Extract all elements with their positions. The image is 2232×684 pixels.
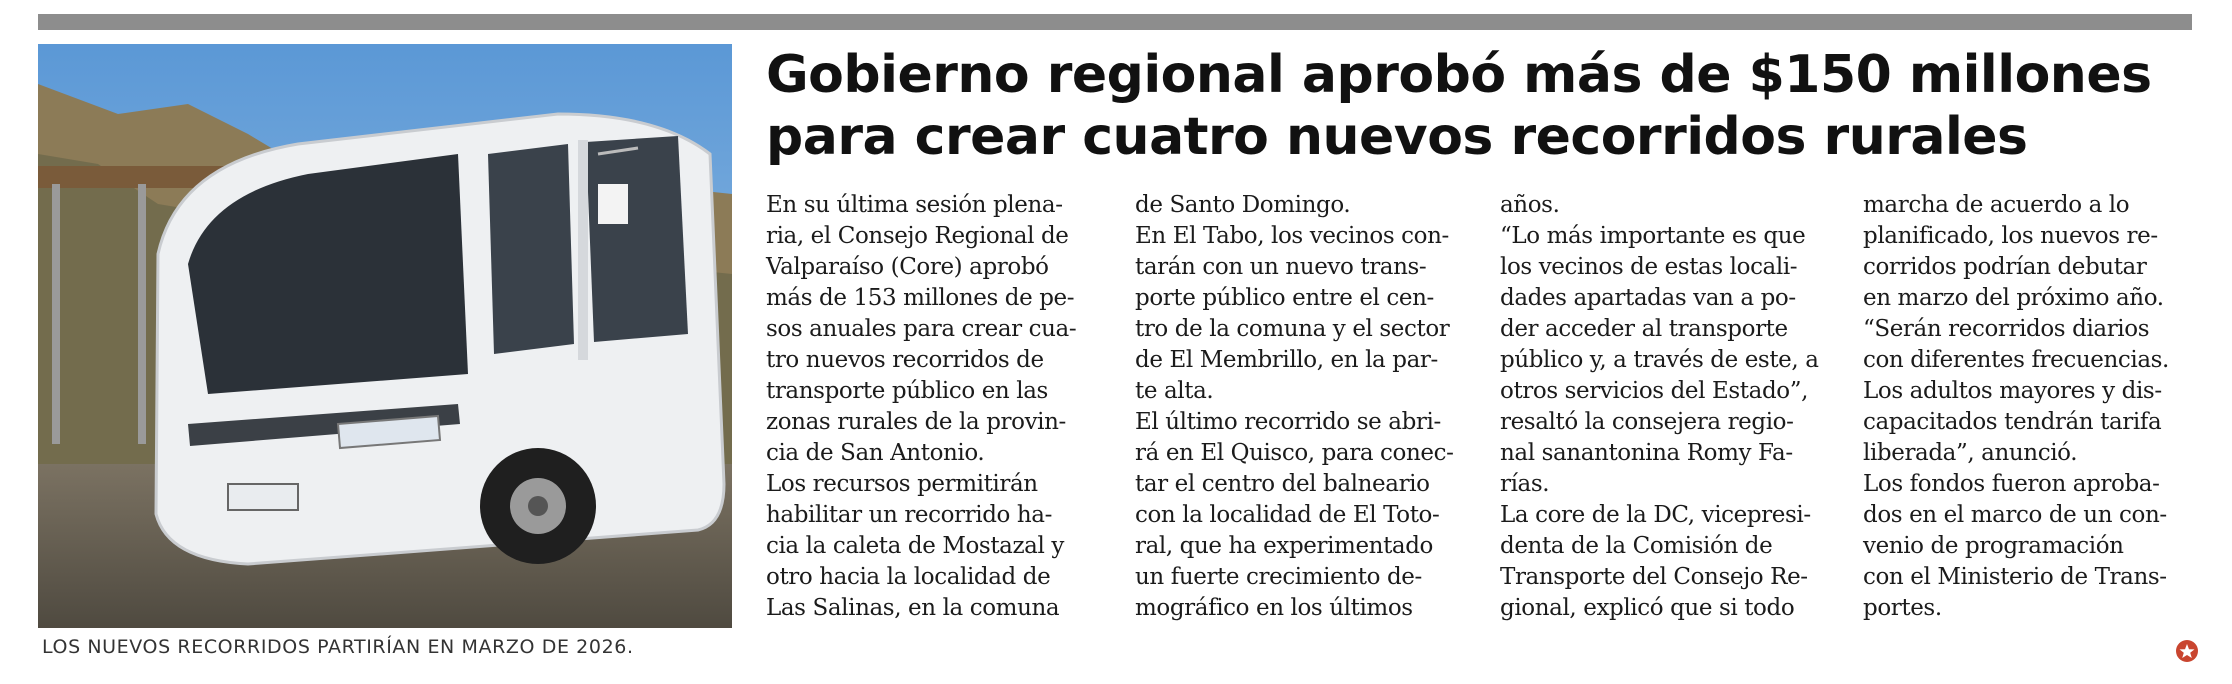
text-line: los vecinos de estas locali-: [1500, 254, 1798, 280]
text-line: transporte público en las: [766, 378, 1048, 404]
text-line: con la localidad de El Toto-: [1135, 502, 1440, 528]
headline-line: para crear cuatro nuevos recorridos rurales: [766, 107, 2028, 167]
text-line: te alta.: [1135, 378, 1214, 404]
text-line: der acceder al transporte: [1500, 316, 1788, 342]
text-line: dos en el marco de un con-: [1863, 502, 2167, 528]
text-line: cia de San Antonio.: [766, 440, 985, 466]
text-line: tro nuevos recorridos de: [766, 347, 1044, 373]
text-line: cia la caleta de Mostazal y: [766, 533, 1064, 559]
bus-illustration: [38, 44, 732, 628]
text-line: marcha de acuerdo a lo: [1863, 192, 2130, 218]
text-line: más de 153 millones de pe-: [766, 285, 1075, 311]
text-line: tar el centro del balneario: [1135, 471, 1430, 497]
text-line: resaltó la consejera regio-: [1500, 409, 1794, 435]
text-line: tarán con un nuevo trans-: [1135, 254, 1427, 280]
text-line: en marzo del próximo año.: [1863, 285, 2164, 311]
text-line: sos anuales para crear cua-: [766, 316, 1077, 342]
text-line: mográfico en los últimos: [1135, 595, 1413, 621]
text-line: ria, el Consejo Regional de: [766, 223, 1069, 249]
headline-line: Gobierno regional aprobó más de $150 millones: [766, 45, 2152, 105]
text-line: de Santo Domingo.: [1135, 192, 1351, 218]
headline: [766, 44, 2196, 168]
text-line: rá en El Quisco, para conec-: [1135, 440, 1454, 466]
text-line: En su última sesión plena-: [766, 192, 1063, 218]
text-line: Transporte del Consejo Re-: [1500, 564, 1808, 590]
text-line: años.: [1500, 192, 1560, 218]
photo-caption: LOS NUEVOS RECORRIDOS PARTIRÍAN EN MARZO DE 2026.: [42, 636, 634, 658]
text-line: dades apartadas van a po-: [1500, 285, 1796, 311]
text-line: tro de la comuna y el sector: [1135, 316, 1450, 342]
top-rule: [38, 14, 2192, 30]
text-line: Los recursos permitirán: [766, 471, 1038, 497]
article-column-4: [1863, 190, 2199, 624]
text-line: “Lo más importante es que: [1500, 223, 1806, 249]
text-line: Los fondos fueron aproba-: [1863, 471, 2160, 497]
text-line: zonas rurales de la provin-: [766, 409, 1066, 435]
text-line: otros servicios del Estado”,: [1500, 378, 1808, 404]
text-line: “Serán recorridos diarios: [1863, 316, 2150, 342]
text-line: Las Salinas, en la comuna: [766, 595, 1060, 621]
text-line: gional, explicó que si todo: [1500, 595, 1795, 621]
text-line: denta de la Comisión de: [1500, 533, 1773, 559]
bus-photo: [38, 44, 732, 628]
text-line: rías.: [1500, 471, 1550, 497]
article-column-2: [1135, 190, 1471, 624]
text-line: ral, que ha experimentado: [1135, 533, 1434, 559]
text-line: nal sanantonina Romy Fa-: [1500, 440, 1793, 466]
text-line: porte público entre el cen-: [1135, 285, 1434, 311]
text-line: capacitados tendrán tarifa: [1863, 409, 2162, 435]
star-icon: [2176, 640, 2198, 662]
text-line: con el Ministerio de Trans-: [1863, 564, 2167, 590]
text-line: público y, a través de este, a: [1500, 347, 1819, 373]
text-line: de El Membrillo, en la par-: [1135, 347, 1438, 373]
text-line: otro hacia la localidad de: [766, 564, 1051, 590]
text-line: con diferentes frecuencias.: [1863, 347, 2169, 373]
text-line: planificado, los nuevos re-: [1863, 223, 2158, 249]
text-line: venio de programación: [1863, 533, 2124, 559]
text-line: portes.: [1863, 595, 1942, 621]
text-line: El último recorrido se abri-: [1135, 409, 1441, 435]
text-line: Los adultos mayores y dis-: [1863, 378, 2162, 404]
text-line: corridos podrían debutar: [1863, 254, 2147, 280]
text-line: Valparaíso (Core) aprobó: [766, 254, 1049, 280]
text-line: En El Tabo, los vecinos con-: [1135, 223, 1449, 249]
text-line: La core de la DC, vicepresi-: [1500, 502, 1811, 528]
text-line: liberada”, anunció.: [1863, 440, 2078, 466]
text-line: habilitar un recorrido ha-: [766, 502, 1052, 528]
text-line: un fuerte crecimiento de-: [1135, 564, 1422, 590]
article-column-3: [1500, 190, 1836, 624]
article-column-1: [766, 190, 1102, 624]
